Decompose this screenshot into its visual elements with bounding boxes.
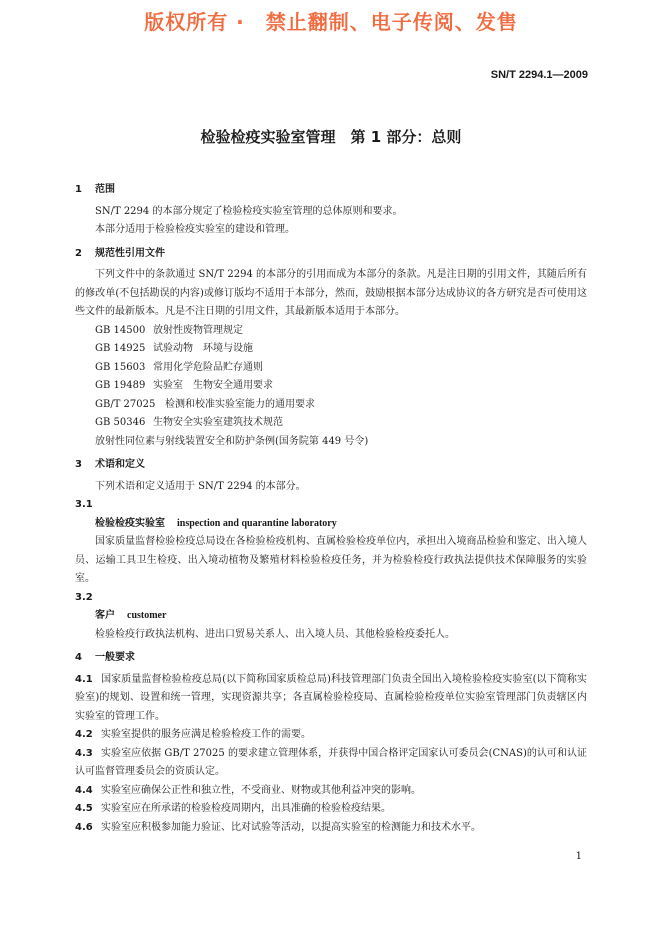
clause-number: 4.5 (75, 803, 93, 814)
reference-title: 放射性废物管理规定 (153, 324, 243, 336)
term-number: 3.2 (75, 591, 93, 603)
clause-text: 实验室提供的服务应满足检验检疫工作的需要。 (101, 729, 311, 740)
term-chinese: 检验检疫实验室 (95, 517, 165, 529)
paragraph: 本部分适用于检验检疫实验室的建设和管理。 (95, 224, 295, 235)
clause-number: 4.1 (75, 673, 93, 685)
reference-item (75, 414, 587, 433)
term-english: customer (127, 610, 167, 621)
term-english: inspection and quarantine laboratory (177, 517, 337, 529)
term-definition: 检验检疫行政执法机构、进出口贸易关系人、出入境人员、其他检验检疫委托人。 (95, 628, 455, 640)
clause-number: 4.4 (75, 784, 93, 796)
clause-text: 实验室应在所承诺的检验检疫周期内，出具准确的检验检疫结果。 (101, 803, 391, 814)
document-title: 检验检疫实验室管理 第 1 部分：总则 (200, 128, 462, 146)
clause-number: 4.6 (75, 821, 93, 833)
reference-code: GB 19489 (95, 380, 146, 391)
term-definition: 国家质量监督检验检疫总局设在各检验检疫机构、直属检验检疫单位内，承担出入境商品检验和鉴定、出入境人员、运输工具卫生检疫、出入境动植物及繁殖材料检验检疫任务，并为检验检疫行政执法提供技术保障服务的实验室。 (75, 536, 587, 584)
clause (75, 800, 587, 819)
page-number: 1 (575, 851, 582, 862)
reference-item (75, 359, 587, 378)
clause-text: 国家质量监督检验检疫总局(以下简称国家质检总局)科技管理部门负责全国出入境检验检疫实验室(以下简称实验室)的规划、设置和统一管理，实现资源共享；各直属检验检疫局、直属检验检疫单位实验室管理部门负责辖区内实验室的管理工作。 (75, 673, 587, 722)
reference-item (75, 396, 587, 415)
paragraph: SN/T 2294 的本部分规定了检验检疫实验室管理的总体原则和要求。 (95, 205, 403, 217)
term-name (75, 607, 587, 626)
reference-title: 试验动物 环境与设施 (153, 343, 253, 354)
section-heading (75, 181, 587, 200)
clause (75, 726, 587, 745)
reference-title: 检测和校准实验室能力的通用要求 (165, 398, 315, 410)
paragraph: 下列术语和定义适用于 SN/T 2294 的本部分。 (95, 480, 306, 492)
section-title: 规范性引用文件 (95, 247, 165, 259)
section-heading (75, 245, 587, 264)
clause-text: 实验室应积极参加能力验证、比对试验等活动，以提高实验室的检测能力和技术水平。 (101, 821, 481, 833)
clause-text: 实验室应确保公正性和独立性，不受商业、财物或其他利益冲突的影响。 (101, 784, 421, 796)
clause-number: 4.2 (75, 729, 93, 740)
reference-title: 常用化学危险品贮存通则 (153, 361, 263, 373)
section-heading (75, 456, 587, 475)
clause (75, 745, 587, 782)
clause (75, 782, 587, 801)
section-title: 范围 (95, 184, 115, 195)
clause (75, 819, 587, 838)
term-chinese: 客户 (95, 610, 115, 621)
standard-number: SN/T 2294.1—2009 (490, 69, 588, 81)
clause-number: 4.3 (75, 747, 93, 759)
section-number: 1 (75, 184, 82, 195)
copyright-watermark: 版权所有 · 禁止翻制、电子传阅、发售 (144, 10, 518, 34)
section-number: 4 (75, 652, 82, 663)
paragraph: 下列文件中的条款通过 SN/T 2294 的本部分的引用而成为本部分的条款。凡是注日期的引用文件，其随后所有的修改单(不包括勘误的内容)或修订版均不适用于本部分，然而，鼓励根据本部分达成协议的各方研究是否可使用这些文件的最新版本。凡是不注日期的引用文件，其最新版本适用于本部分。 (75, 269, 587, 317)
term-number: 3.1 (75, 499, 93, 510)
reference-code: GB 15603 (95, 361, 146, 373)
section-heading (75, 649, 587, 668)
reference-item: 放射性同位素与射线装置安全和防护条例(国务院第 449 号令) (95, 435, 369, 447)
reference-item (75, 377, 587, 396)
reference-code: GB/T 27025 (95, 398, 156, 410)
reference-code: GB 14925 (95, 343, 146, 354)
clause-text: 实验室应依据 GB/T 27025 的要求建立管理体系，并获得中国合格评定国家认可委员会(CNAS)的认可和认证认可监督管理委员会的资质认定。 (75, 747, 587, 777)
clause (75, 671, 587, 727)
reference-title: 生物安全实验室建筑技术规范 (153, 417, 283, 428)
reference-item (75, 322, 587, 341)
reference-item (75, 340, 587, 359)
section-number: 3 (75, 459, 82, 470)
reference-code: GB 50346 (95, 417, 146, 428)
section-number: 2 (75, 247, 82, 259)
document-body (75, 176, 587, 837)
section-title: 术语和定义 (95, 459, 145, 470)
term-name (75, 515, 587, 534)
reference-title: 实验室 生物安全通用要求 (153, 380, 273, 391)
reference-code: GB 14500 (95, 324, 146, 336)
section-title: 一般要求 (95, 652, 135, 663)
